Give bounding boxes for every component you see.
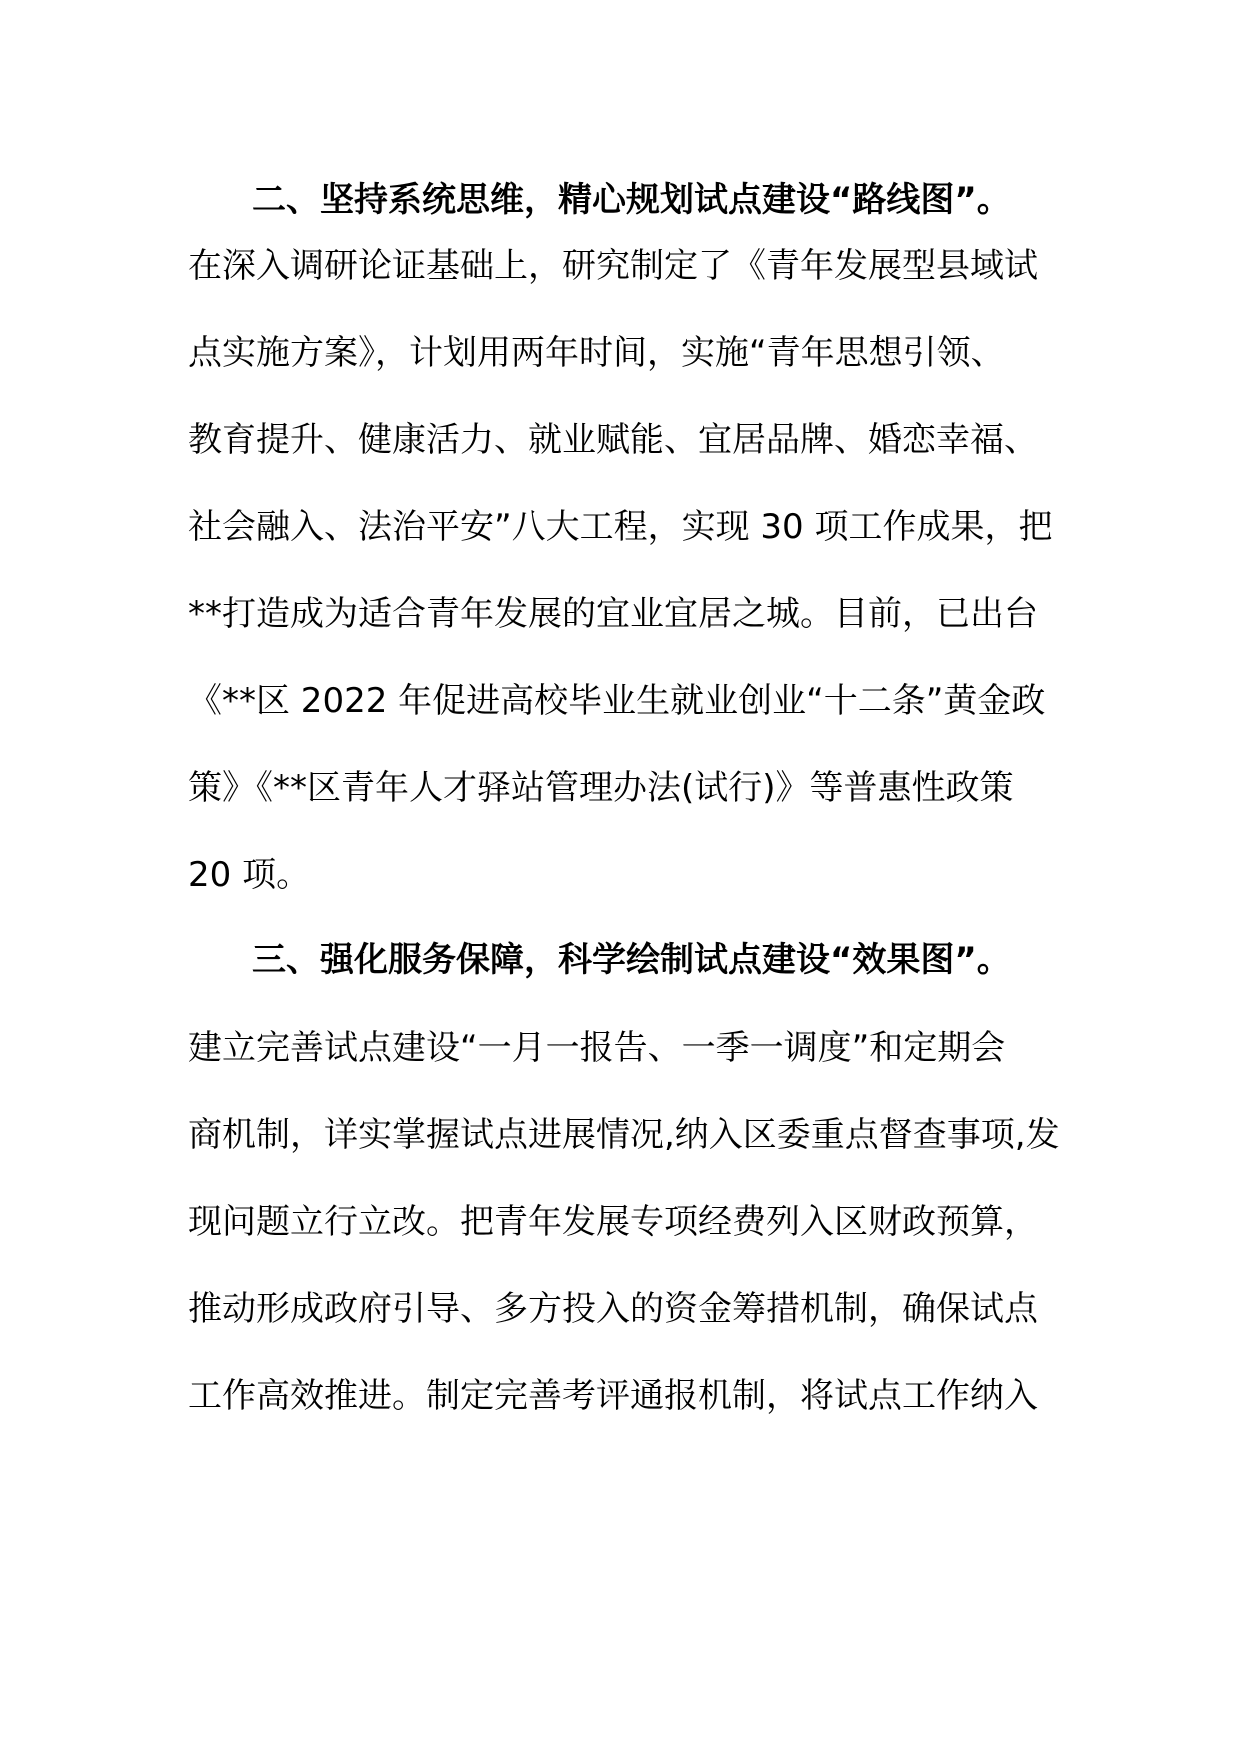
section-3-line: 推动形成政府引导、多方投入的资金筹措机制，确保试点 [188, 1289, 1038, 1329]
section-2-line: 策》《**区青年人才驿站管理办法(试行)》等普惠性政策 [188, 768, 1014, 808]
section-3-line: 商机制，详实掌握试点进展情况,纳入区委重点督查事项,发 [188, 1115, 1060, 1155]
section-2-line: 点实施方案》，计划用两年时间，实施“青年思想引领、 [188, 333, 1005, 373]
section-3-line: 工作高效推进。制定完善考评通报机制，将试点工作纳入 [188, 1376, 1038, 1416]
section-2-heading: 二、坚持系统思维，精心规划试点建设“路线图”。 [252, 180, 1011, 220]
section-3-line: 现问题立行立改。把青年发展专项经费列入区财政预算， [188, 1202, 1038, 1242]
section-3-heading: 三、强化服务保障，科学绘制试点建设“效果图”。 [252, 940, 1011, 980]
section-2-line: 20 项。 [188, 855, 311, 895]
section-2-line: 《**区 2022 年促进高校毕业生就业创业“十二条”黄金政 [188, 681, 1046, 721]
section-3-line: 建立完善试点建设“一月一报告、一季一调度”和定期会 [188, 1028, 1006, 1068]
section-2-line: **打造成为适合青年发展的宜业宜居之城。目前，已出台 [188, 594, 1038, 634]
section-2-line: 教育提升、健康活力、就业赋能、宜居品牌、婚恋幸福、 [188, 420, 1038, 460]
section-2-line: 社会融入、法治平安”八大工程，实现 30 项工作成果，把 [188, 507, 1053, 547]
section-2-line: 在深入调研论证基础上，研究制定了《青年发展型县域试 [188, 246, 1038, 286]
